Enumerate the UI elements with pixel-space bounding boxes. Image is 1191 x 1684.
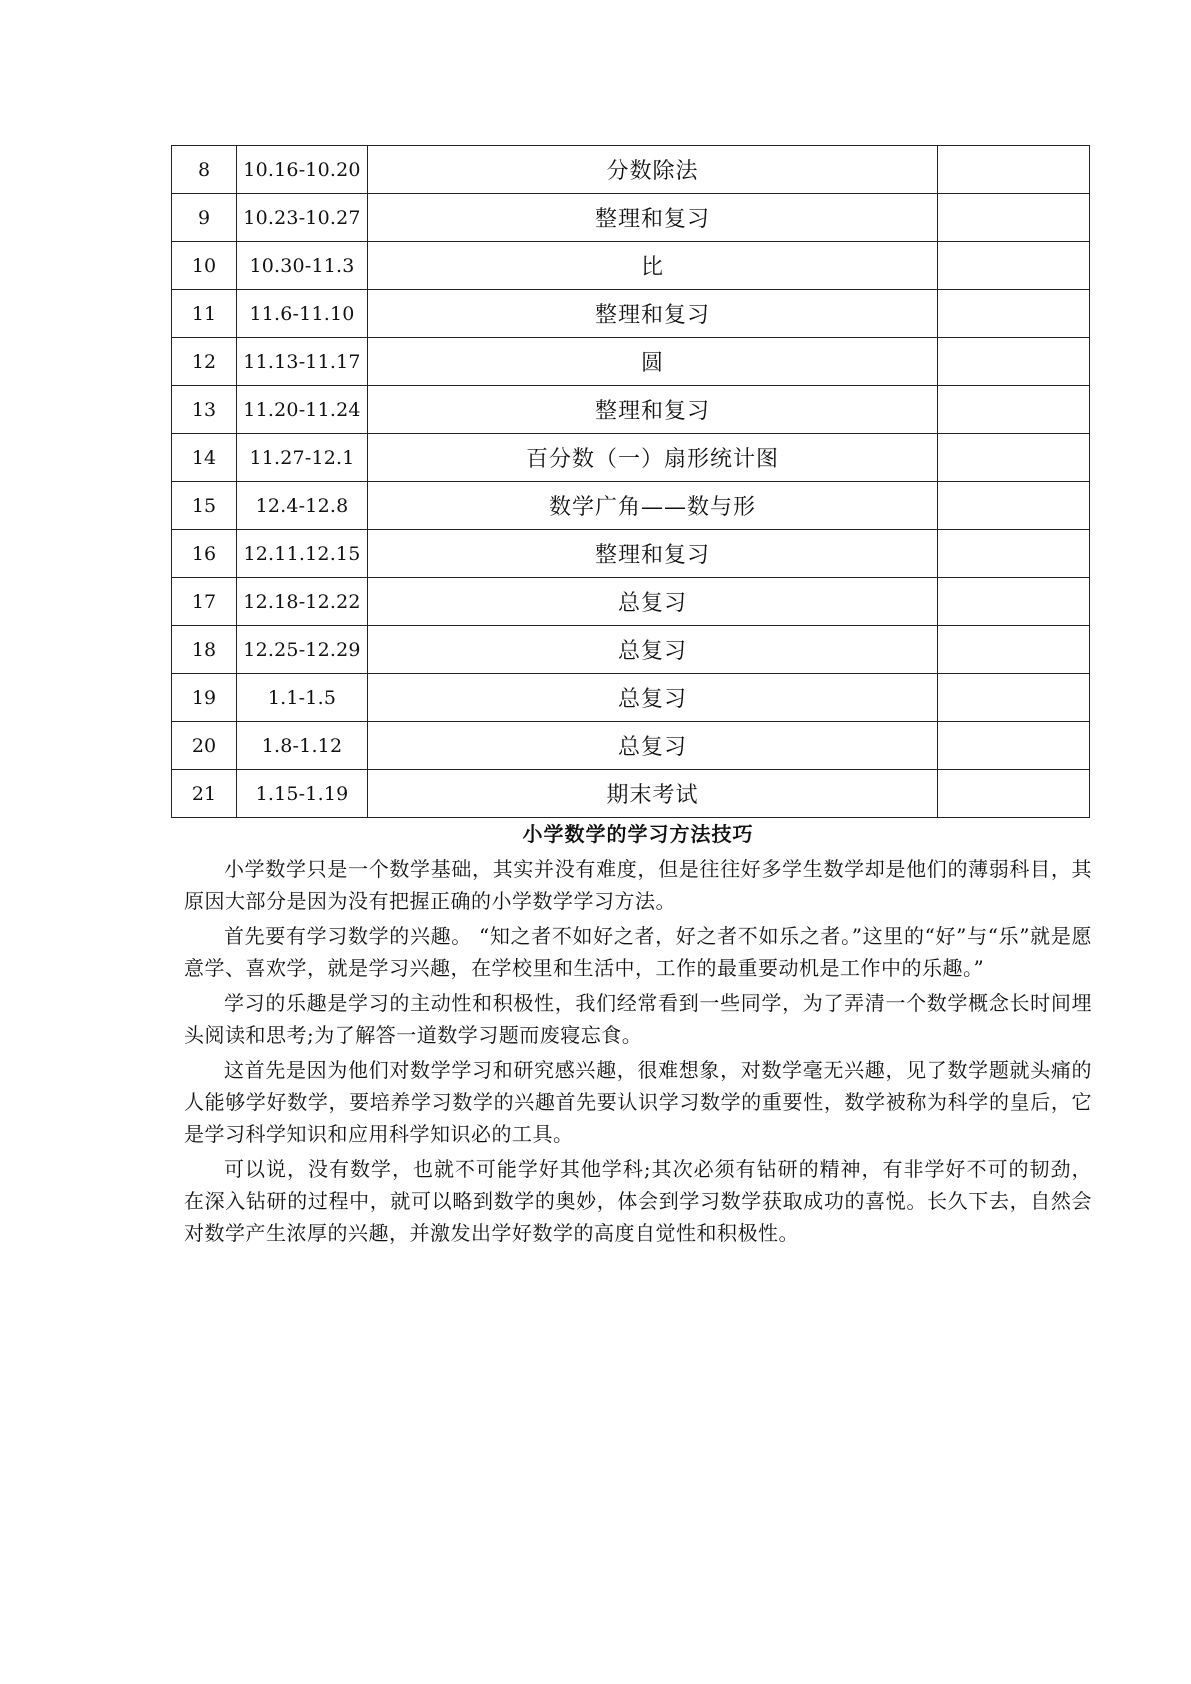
article-paragraph: 可以说，没有数学，也就不可能学好其他学科;其次必须有钻研的精神，有非学好不可的韧劲，在深入钻研的过程中，就可以略到数学的奥妙，体会到学习数学获取成功的喜悦。长久下去，自然会对数学产生浓厚的兴趣，并激发出学好数学的高度自觉性和积极性。 <box>184 1157 1092 1245</box>
date-range-cell: 10.16-10.20 <box>237 146 368 194</box>
date-range-cell: 11.13-11.17 <box>237 338 368 386</box>
article <box>184 817 1092 1252</box>
content-cell: 比 <box>368 242 938 290</box>
note-cell <box>938 482 1090 530</box>
table-row <box>172 434 1090 482</box>
article-paragraph: 小学数学只是一个数学基础，其实并没有难度，但是往往好多学生数学却是他们的薄弱科目，其原因大部分是因为没有把握正确的小学数学学习方法。 <box>184 857 1092 913</box>
content-cell: 分数除法 <box>368 146 938 194</box>
table-row <box>172 242 1090 290</box>
schedule-table-body <box>172 146 1090 818</box>
date-range-cell: 12.4-12.8 <box>237 482 368 530</box>
content-cell: 总复习 <box>368 626 938 674</box>
content-cell: 期末考试 <box>368 770 938 818</box>
table-row <box>172 482 1090 530</box>
note-cell <box>938 770 1090 818</box>
date-range-cell: 11.20-11.24 <box>237 386 368 434</box>
week-cell: 13 <box>172 386 237 434</box>
note-cell <box>938 146 1090 194</box>
table-row <box>172 530 1090 578</box>
table-row <box>172 674 1090 722</box>
week-cell: 20 <box>172 722 237 770</box>
note-cell <box>938 674 1090 722</box>
table-row <box>172 578 1090 626</box>
date-range-cell: 12.18-12.22 <box>237 578 368 626</box>
content-cell: 总复习 <box>368 674 938 722</box>
note-cell <box>938 530 1090 578</box>
date-range-cell: 11.27-12.1 <box>237 434 368 482</box>
table-row <box>172 386 1090 434</box>
content-cell: 百分数（一）扇形统计图 <box>368 434 938 482</box>
content-cell: 圆 <box>368 338 938 386</box>
week-cell: 16 <box>172 530 237 578</box>
table-row <box>172 338 1090 386</box>
date-range-cell: 12.11.12.15 <box>237 530 368 578</box>
content-cell: 整理和复习 <box>368 194 938 242</box>
table-row <box>172 194 1090 242</box>
note-cell <box>938 338 1090 386</box>
note-cell <box>938 242 1090 290</box>
content-cell: 数学广角——数与形 <box>368 482 938 530</box>
date-range-cell: 1.1-1.5 <box>237 674 368 722</box>
date-range-cell: 10.23-10.27 <box>237 194 368 242</box>
week-cell: 11 <box>172 290 237 338</box>
week-cell: 18 <box>172 626 237 674</box>
content-cell: 总复习 <box>368 578 938 626</box>
week-cell: 10 <box>172 242 237 290</box>
date-range-cell: 1.8-1.12 <box>237 722 368 770</box>
week-cell: 17 <box>172 578 237 626</box>
article-paragraph: 学习的乐趣是学习的主动性和积极性，我们经常看到一些同学，为了弄清一个数学概念长时间埋头阅读和思考;为了解答一道数学习题而废寝忘食。 <box>184 991 1092 1047</box>
table-row <box>172 290 1090 338</box>
week-cell: 9 <box>172 194 237 242</box>
date-range-cell: 10.30-11.3 <box>237 242 368 290</box>
date-range-cell: 12.25-12.29 <box>237 626 368 674</box>
date-range-cell: 1.15-1.19 <box>237 770 368 818</box>
note-cell <box>938 434 1090 482</box>
table-row <box>172 146 1090 194</box>
schedule-table <box>171 145 1090 818</box>
week-cell: 19 <box>172 674 237 722</box>
note-cell <box>938 290 1090 338</box>
week-cell: 14 <box>172 434 237 482</box>
note-cell <box>938 578 1090 626</box>
content-cell: 整理和复习 <box>368 530 938 578</box>
note-cell <box>938 626 1090 674</box>
content-cell: 整理和复习 <box>368 386 938 434</box>
note-cell <box>938 194 1090 242</box>
week-cell: 12 <box>172 338 237 386</box>
date-range-cell: 11.6-11.10 <box>237 290 368 338</box>
article-paragraph: 这首先是因为他们对数学学习和研究感兴趣，很难想象，对数学毫无兴趣，见了数学题就头痛的人能够学好数学，要培养学习数学的兴趣首先要认识学习数学的重要性，数学被称为科学的皇后，它是学习科学知识和应用科学知识必的工具。 <box>184 1058 1092 1146</box>
note-cell <box>938 722 1090 770</box>
note-cell <box>938 386 1090 434</box>
table-row <box>172 626 1090 674</box>
content-cell: 整理和复习 <box>368 290 938 338</box>
article-paragraph: 首先要有学习数学的兴趣。 “知之者不如好之者，好之者不如乐之者。”这里的“好”与“乐”就是愿意学、喜欢学，就是学习兴趣，在学校里和生活中，工作的最重要动机是工作中的乐趣。” <box>184 924 1092 980</box>
week-cell: 8 <box>172 146 237 194</box>
table-row <box>172 722 1090 770</box>
week-cell: 15 <box>172 482 237 530</box>
week-cell: 21 <box>172 770 237 818</box>
table-row <box>172 770 1090 818</box>
content-cell: 总复习 <box>368 722 938 770</box>
article-title: 小学数学的学习方法技巧 <box>522 822 754 846</box>
